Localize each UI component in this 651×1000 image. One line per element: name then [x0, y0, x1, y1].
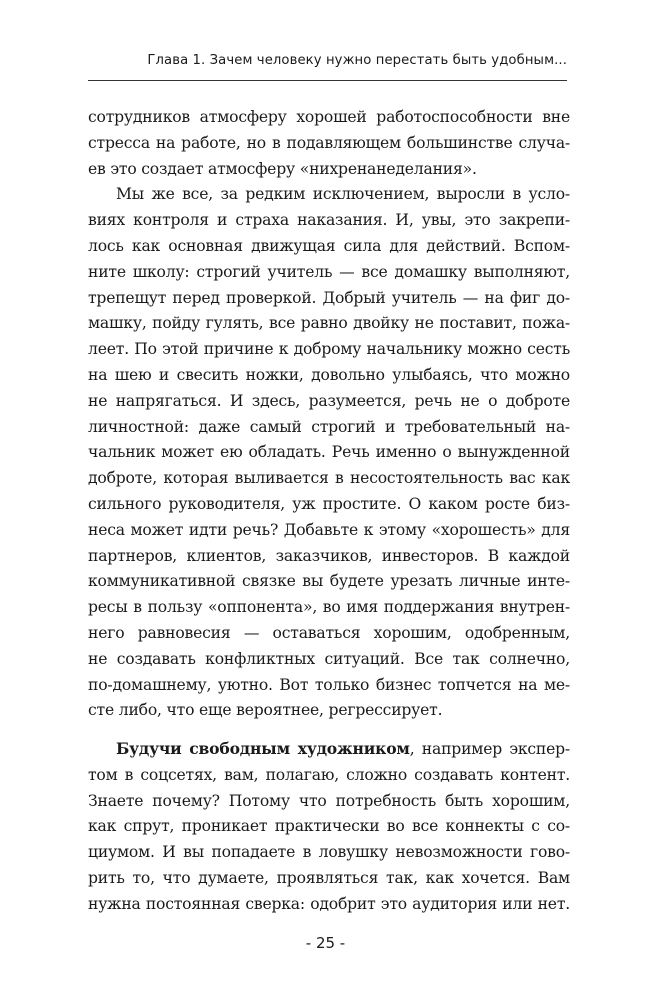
- text-line: Мы же все, за редким исключением, выросли в усло-: [116, 185, 570, 204]
- text-line: неса может идти речь? Добавьте к этому «хорошесть» для: [88, 520, 570, 539]
- text-line: [88, 736, 570, 763]
- text-line: личностной: даже самый строгий и требовательный на-: [88, 417, 570, 436]
- text-line: лось как основная движущая сила для действий. Вспом-: [88, 236, 570, 255]
- text-line: том в соцсетях, вам, полагаю, сложно создавать контент.: [88, 765, 570, 784]
- text-line: как спрут, проникает практически во все коннекты с со-: [88, 817, 570, 836]
- text-line: ев это создает атмосферу «нихренанеделания».: [88, 159, 477, 178]
- running-header: [88, 50, 567, 81]
- text-line: него равновесия — оставаться хорошим, одобренным,: [88, 623, 570, 642]
- text-line: машку, пойду гулять, все равно двойку не поставит, пожа-: [88, 314, 570, 333]
- bold-lead-phrase: Будучи свободным художником: [116, 739, 410, 758]
- text-line: чальник может ею обладать. Речь именно о вынужденной: [88, 443, 570, 462]
- text-line: партнеров, клиентов, заказчиков, инвесторов. В каждой: [88, 546, 570, 565]
- text-line: ните школу: строгий учитель — все домашку выполняют,: [88, 262, 570, 281]
- text-line: сте либо, что еще вероятнее, регрессирует.: [88, 701, 443, 720]
- page-number: - 25 -: [305, 934, 346, 952]
- text-line: доброте, которая выливается в несостоятельность вас как: [88, 469, 570, 488]
- chapter-title: Глава 1. Зачем человеку нужно перестать быть удобным...: [147, 53, 567, 68]
- text-line: сильного руководителя, уж простите. О каком росте биз-: [88, 494, 570, 513]
- text-line: рить то, что думаете, проявляться так, как хочется. Вам: [88, 868, 570, 887]
- text-line: не напрягаться. И здесь, разумеется, речь не о доброте: [88, 391, 570, 410]
- text-line: нужна постоянная сверка: одобрит это аудитория или нет.: [88, 894, 570, 913]
- text-line: циумом. И вы попадаете в ловушку невозможности гово-: [88, 843, 570, 862]
- text-line: ресы в пользу «оппонента», во имя поддержания внутрен-: [88, 598, 570, 617]
- text-line: виях контроля и страха наказания. И, увы, это закрепи-: [88, 211, 570, 230]
- text-line: не создавать конфликтных ситуаций. Все так солнечно,: [88, 649, 570, 668]
- text-line: Знаете почему? Потому что потребность быть хорошим,: [88, 791, 570, 810]
- text-line: стресса на работе, но в подавляющем большинстве случа-: [88, 133, 570, 152]
- text-line-continuation: , например экспер-: [409, 740, 570, 758]
- text-line: леет. По этой причине к доброму начальнику можно сесть: [88, 340, 570, 359]
- text-line: сотрудников атмосферу хорошей работоспособности вне: [88, 108, 570, 126]
- text-line: на шею и свесить ножки, довольно улыбаясь, что можно: [88, 365, 570, 384]
- text-line: коммуникативной связке вы будете урезать личные инте-: [88, 572, 570, 591]
- text-line: трепещут перед проверкой. Добрый учитель — на фиг до-: [88, 288, 570, 307]
- body-text-block-1: [88, 105, 570, 724]
- body-text-block-2: [88, 736, 570, 918]
- text-line: по-домашнему, уютно. Вот только бизнес топчется на ме-: [88, 675, 570, 694]
